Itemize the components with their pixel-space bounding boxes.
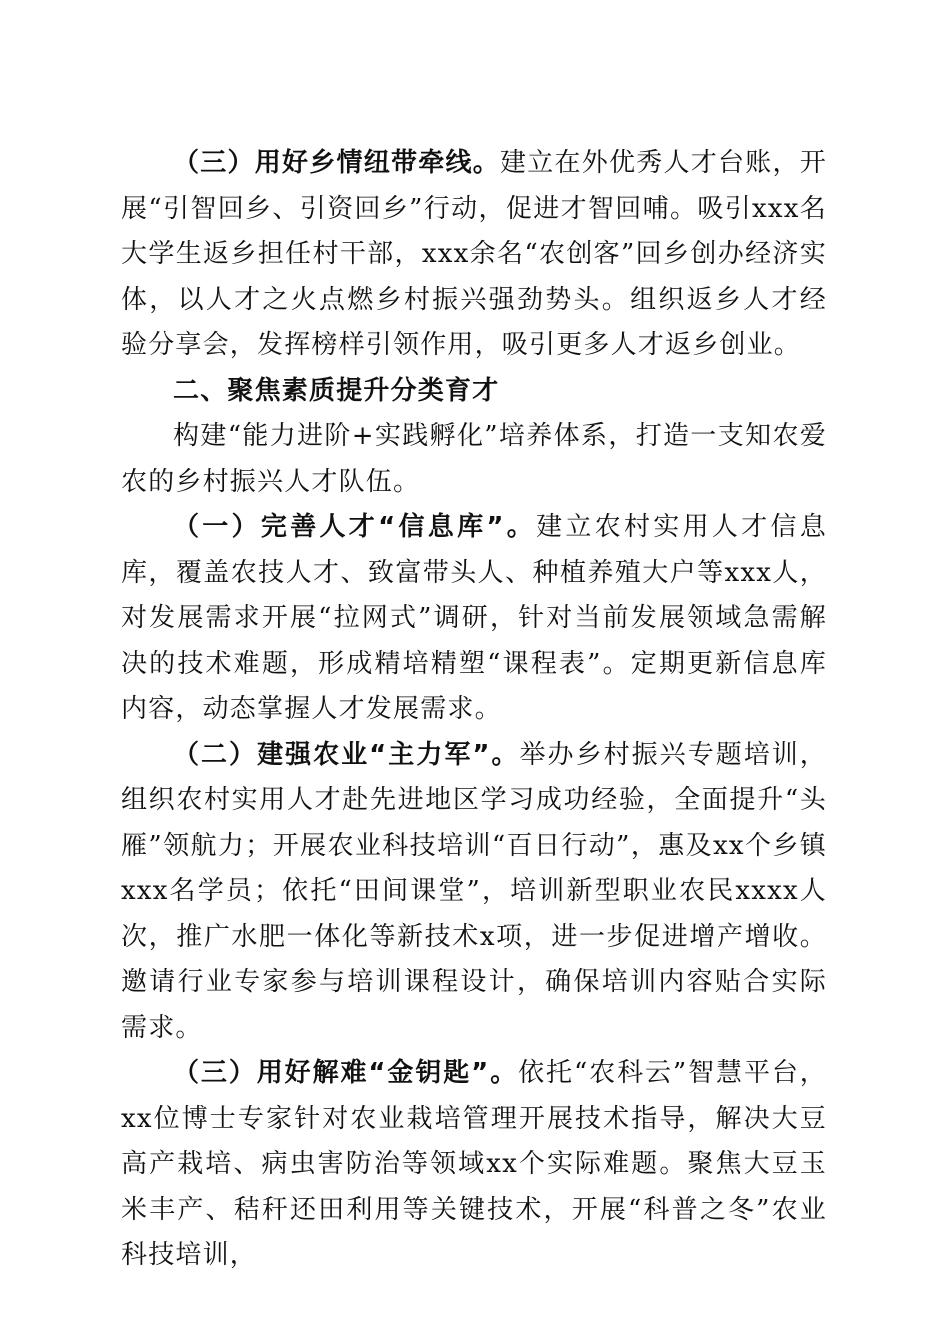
paragraph-text: 建立农村实用人才信息库，覆盖农技人才、致富带头人、种植养殖大户等xxx人，对发展需求开展“拉网式”调研，针对当前发展领域急需解决的技术难题，形成精培精塑“课程表”。定期更新信息库内容，动态掌握人才发展需求。 [121,512,827,724]
paragraph-lead: （二）建强农业“主力军”。 [173,739,520,770]
paragraph-text: 构建“能力进阶+实践孵化”培养体系，打造一支知农爱农的乡村振兴人才队伍。 [121,421,827,497]
paragraph-text: 依托“农科云”智慧平台，xx位博士专家针对农业栽培管理开展技术指导，解决大豆高产栽培、病虫害防治等领域xx个实际难题。聚焦大豆玉米丰产、秸秆还田利用等关键技术，开展“科普之冬”农业科技培训， [121,1058,828,1270]
section-heading-2: 二、聚焦素质提升分类育才 [173,375,500,406]
paragraph-lead: （一）完善人才“信息库”。 [173,512,537,542]
paragraph-text: 举办乡村振兴专题培训，组织农村实用人才赴先进地区学习成功经验，全面提升“头雁”领航力；开展农业科技培训“百日行动”，惠及xx个乡镇xxx名学员；依托“田间课堂”，培训新型职业农民xxxx人次，推广水肥一体化等新技术x项，进一步促进增产增收。邀请行业专家参与培训课程设计，确保培训内容贴合实际需求。 [121,739,827,1043]
paragraph-main-force [121,733,827,1052]
paragraph-talent-database [121,505,827,733]
paragraph-text: 建立在外优秀人才台账，开展“引智回乡、引资回乡”行动，促进才智回哺。吸引xxx名大学生返乡担任村干部，xxx余名“农创客”回乡创办经济实体，以人才之火点燃乡村振兴强劲势头。组织返乡人才经验分享会，发挥榜样引领作用，吸引更多人才返乡创业。 [121,148,827,360]
paragraph-training-system [121,414,827,505]
paragraph-golden-key [121,1051,827,1279]
paragraph-talent-return [121,141,827,369]
document-body [121,141,827,1279]
paragraph-lead: （三）用好乡情纽带牵线。 [173,148,501,178]
paragraph-lead: （三）用好解难“金钥匙”。 [173,1058,519,1088]
